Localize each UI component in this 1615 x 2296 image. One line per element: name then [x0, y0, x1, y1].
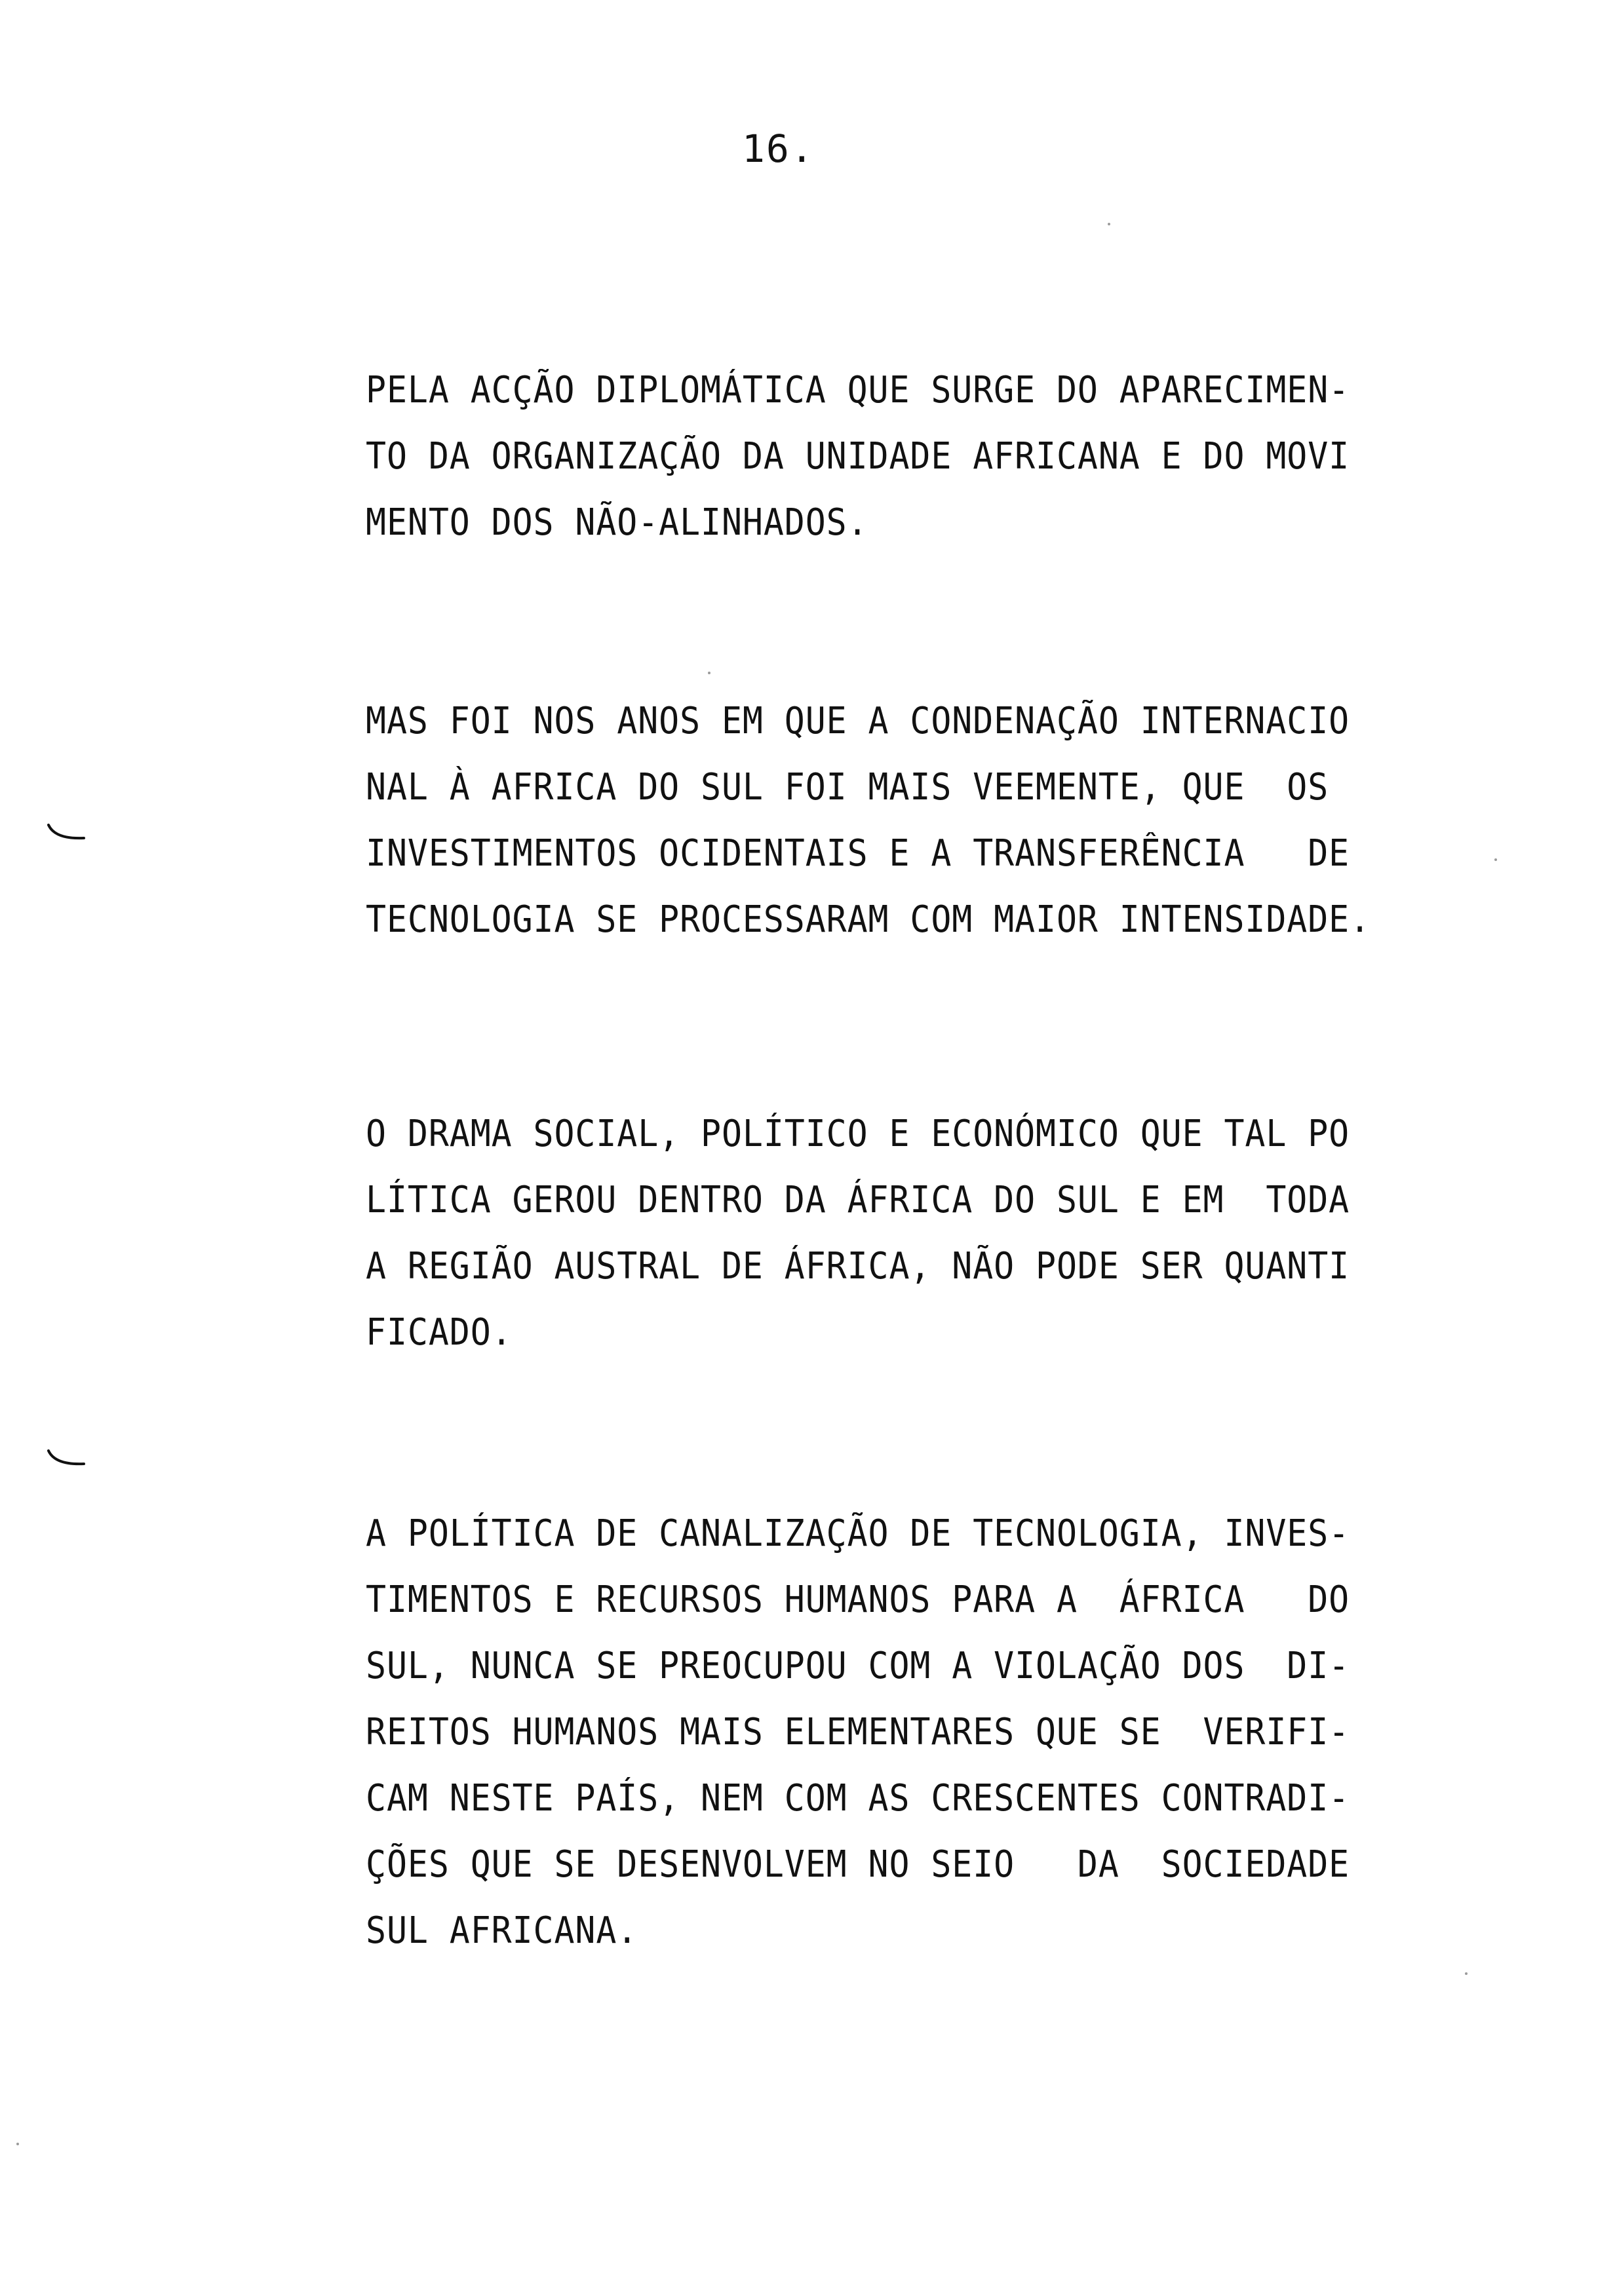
paragraph-1: [366, 357, 1350, 556]
scan-speck: [16, 2143, 19, 2145]
paragraph-line: NAL À AFRICA DO SUL FOI MAIS VEEMENTE, QUE OS: [366, 766, 1329, 809]
scan-speck: [1465, 1972, 1468, 1975]
paragraph-line: INVESTIMENTOS OCIDENTAIS E A TRANSFERÊNCIA DE: [366, 832, 1350, 875]
paragraph-line: CAM NESTE PAÍS, NEM COM AS CRESCENTES CONTRADI-: [366, 1777, 1350, 1820]
paragraph-line: SUL, NUNCA SE PREOCUPOU COM A VIOLAÇÃO DOS DI-: [366, 1645, 1350, 1687]
paragraph-line: PELA ACÇÃO DIPLOMÁTICA QUE SURGE DO APARECIMEN-: [366, 369, 1350, 411]
scan-speck: [1494, 858, 1497, 861]
paragraph-4: [366, 1501, 1350, 1964]
paragraph-line: LÍTICA GEROU DENTRO DA ÁFRICA DO SUL E EM TODA: [366, 1179, 1350, 1221]
margin-mark: [47, 822, 87, 842]
paragraph-line: MENTO DOS NÃO-ALINHADOS.: [366, 501, 868, 544]
scan-speck: [708, 672, 710, 674]
paragraph-line: A POLÍTICA DE CANALIZAÇÃO DE TECNOLOGIA, INVES-: [366, 1512, 1350, 1555]
paragraph-2: [366, 688, 1371, 953]
paragraph-line: SUL AFRICANA.: [366, 1909, 638, 1952]
paragraph-line: FICADO.: [366, 1311, 513, 1354]
page-number: 16.: [742, 126, 815, 171]
margin-mark: [47, 1448, 87, 1468]
scan-speck: [1108, 223, 1110, 225]
paragraph-line: O DRAMA SOCIAL, POLÍTICO E ECONÓMICO QUE TAL PO: [366, 1113, 1350, 1155]
paragraph-line: TO DA ORGANIZAÇÃO DA UNIDADE AFRICANA E DO MOVI: [366, 435, 1350, 478]
paragraph-line: A REGIÃO AUSTRAL DE ÁFRICA, NÃO PODE SER QUANTI: [366, 1245, 1350, 1288]
paragraph-line: TIMENTOS E RECURSOS HUMANOS PARA A ÁFRICA DO: [366, 1578, 1350, 1621]
paragraph-3: [366, 1101, 1350, 1366]
paragraph-line: REITOS HUMANOS MAIS ELEMENTARES QUE SE VERIFI-: [366, 1711, 1350, 1753]
paragraph-line: TECNOLOGIA SE PROCESSARAM COM MAIOR INTENSIDADE.: [366, 898, 1371, 941]
paragraph-line: ÇÕES QUE SE DESENVOLVEM NO SEIO DA SOCIEDADE: [366, 1843, 1350, 1886]
paragraph-line: MAS FOI NOS ANOS EM QUE A CONDENAÇÃO INTERNACIO: [366, 700, 1350, 742]
